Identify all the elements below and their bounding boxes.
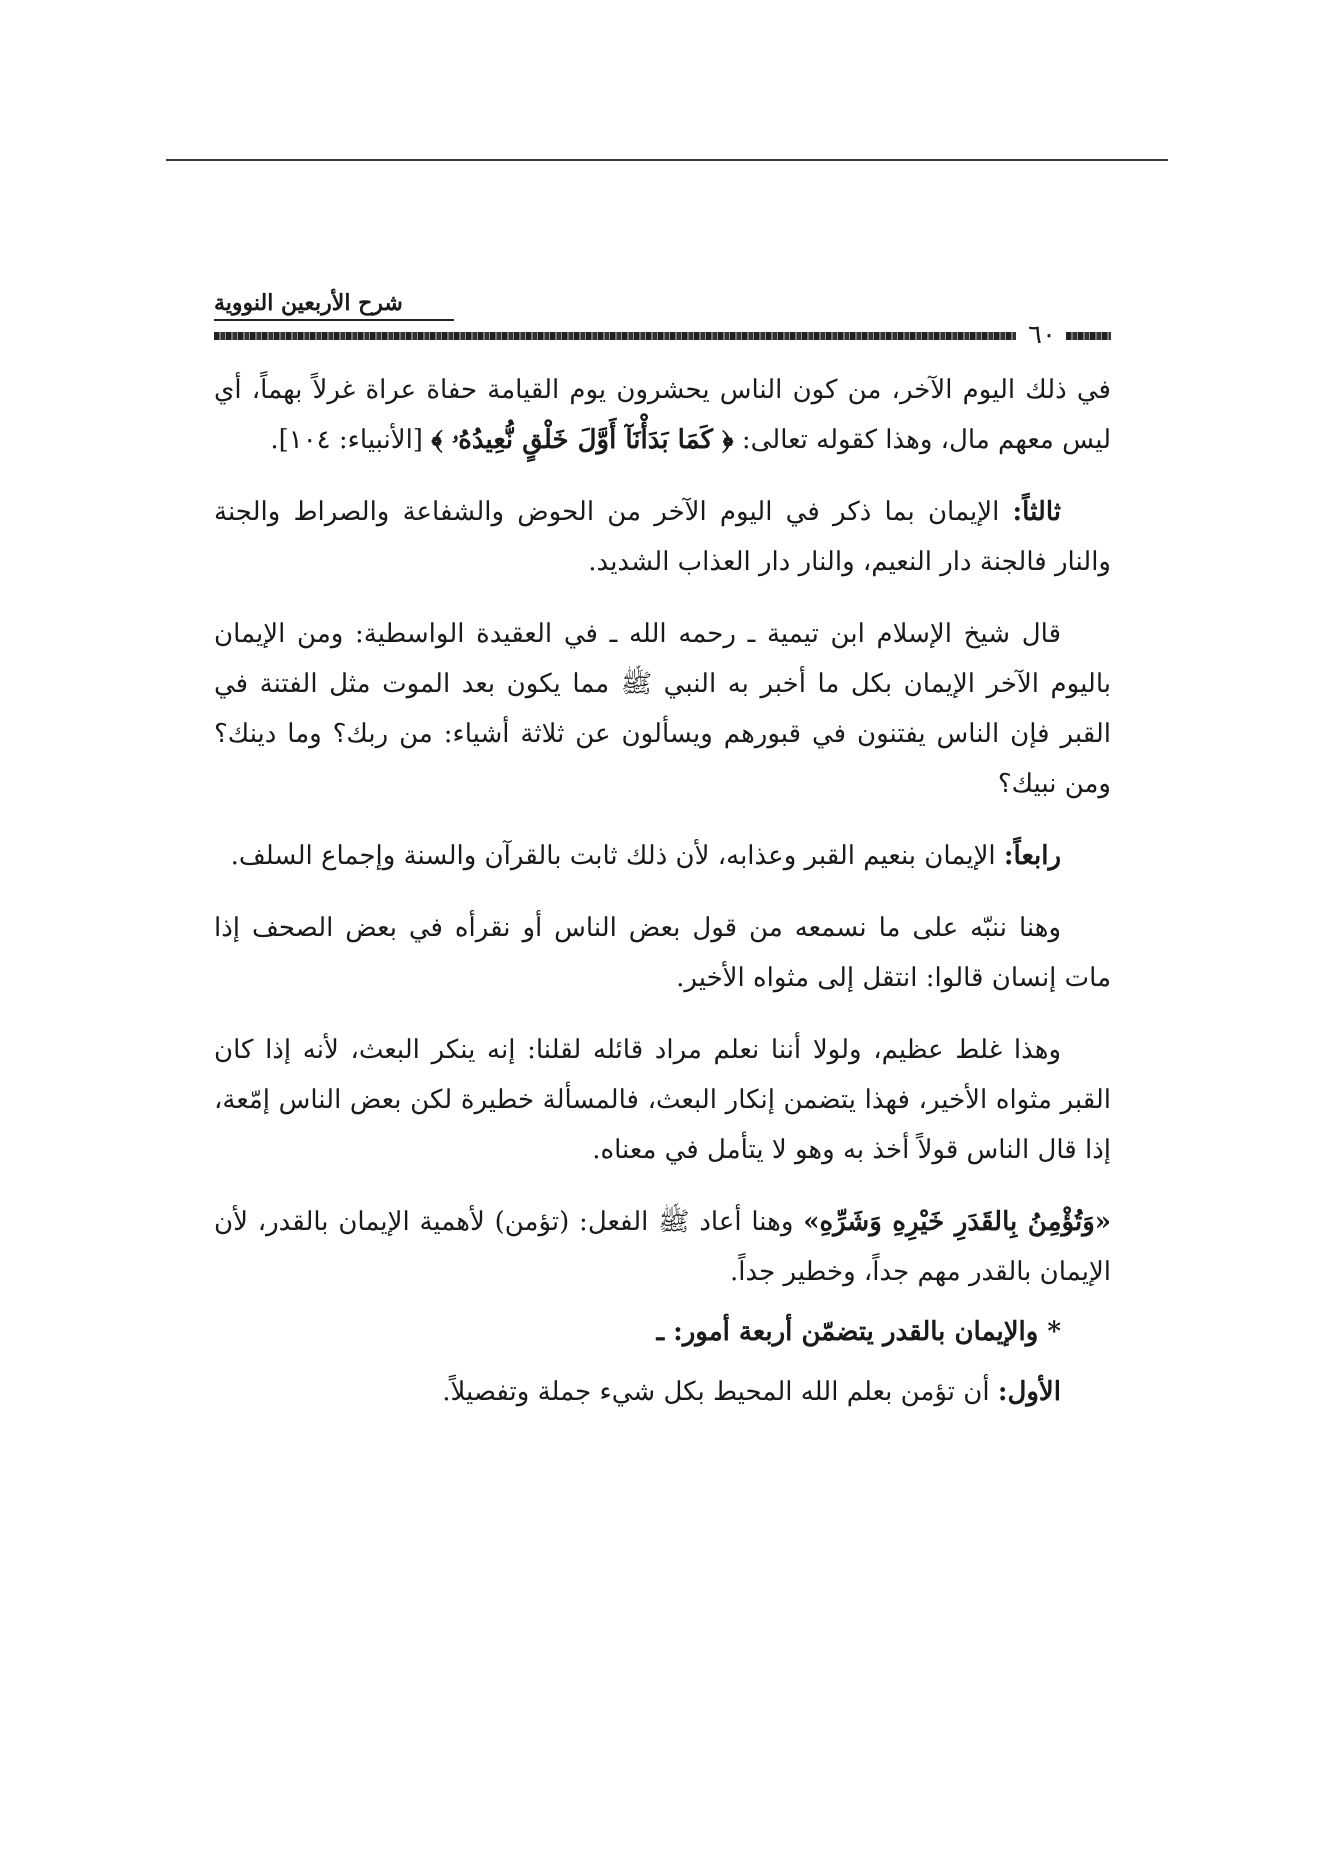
paragraph-text: وهذا غلط عظيم، ولولا أننا نعلم مراد قائله لقلنا: إنه ينكر البعث، لأنه إذا كان القبر مثواه الأخير، فهذا يتضمن إنكار البعث، فالمسألة خطيرة لكن بعض الناس إمّعة، إذا قال الناس قولاً أخذ به وهو لا يتأمل في معناه. (214, 1035, 1111, 1165)
page-number: ٦٠ (1028, 320, 1056, 350)
paragraph-ibn-taymiyyah (214, 609, 1111, 809)
point-label: ثالثاً: (1012, 497, 1061, 527)
paragraph-text: أن تؤمن بعلم الله المحيط بكل شيء جملة وتفصيلاً. (442, 1377, 990, 1407)
scan-top-rule (166, 159, 1168, 161)
section-heading-qadar (214, 1307, 1111, 1357)
paragraph-warning (214, 903, 1111, 1003)
paragraph-text: وهنا ننبّه على ما نسمعه من قول بعض الناس أو نقرأه في بعض الصحف إذا مات إنسان قالوا: انتقل إلى مثواه الأخير. (214, 913, 1111, 993)
header-ornament-tail (1066, 332, 1111, 340)
verse-reference: [الأنبياء: ١٠٤]. (270, 425, 423, 455)
paragraph-first-matter (214, 1367, 1111, 1417)
paragraph-text: قال شيخ الإسلام ابن تيمية ـ رحمه الله ـ في العقيدة الواسطية: ومن الإيمان باليوم الآخر الإيمان بكل ما أخبر به النبي ﷺ مما يكون بعد الموت مثل الفتنة في القبر فإن الناس يفتنون في قبورهم ويسألون عن ثلاثة أشياء: من ربك؟ وما دينك؟ ومن نبيك؟ (214, 619, 1111, 799)
paragraph-fourth (214, 831, 1111, 881)
running-header (214, 290, 1111, 350)
point-label: رابعاً: (1003, 841, 1061, 871)
header-ornament-band (214, 332, 1016, 340)
page-body (214, 365, 1111, 1439)
quran-verse: ﴿ كَمَا بَدَأْنَآ أَوَّلَ خَلْقٍ نُّعِيدُهُۥ ﴾ (431, 425, 734, 455)
paragraph-text: الإيمان بما ذكر في اليوم الآخر من الحوض والشفاعة والصراط والجنة والنار فالجنة دار النعيم، والنار دار العذاب الشديد. (214, 497, 1111, 577)
heading-text: * والإيمان بالقدر يتضمّن أربعة أمور: ـ (656, 1317, 1061, 1347)
hadith-quote: «وَتُؤْمِنُ بِالقَدَرِ خَيْرِهِ وَشَرِّهِ» (803, 1207, 1112, 1237)
paragraph-grave-error (214, 1025, 1111, 1175)
paragraph-text: الإيمان بنعيم القبر وعذابه، لأن ذلك ثابت بالقرآن والسنة وإجماع السلف. (230, 841, 996, 871)
book-title: شرح الأربعين النووية (214, 290, 454, 321)
paragraph-text: وهنا أعاد ﷺ الفعل: (تؤمن) لأهمية الإيمان بالقدر، لأن الإيمان بالقدر مهم جداً، وخطير جداً. (214, 1207, 1111, 1287)
paragraph-qadar (214, 1197, 1111, 1297)
point-label: الأول: (997, 1377, 1061, 1407)
paragraph-text: في ذلك اليوم الآخر، من كون الناس يحشرون يوم القيامة حفاة عراة غرلاً بهماً، أي ليس معهم مال، وهذا كقوله تعالى: (214, 375, 1111, 455)
paragraph-third (214, 487, 1111, 587)
paragraph-resurrection (214, 365, 1111, 465)
